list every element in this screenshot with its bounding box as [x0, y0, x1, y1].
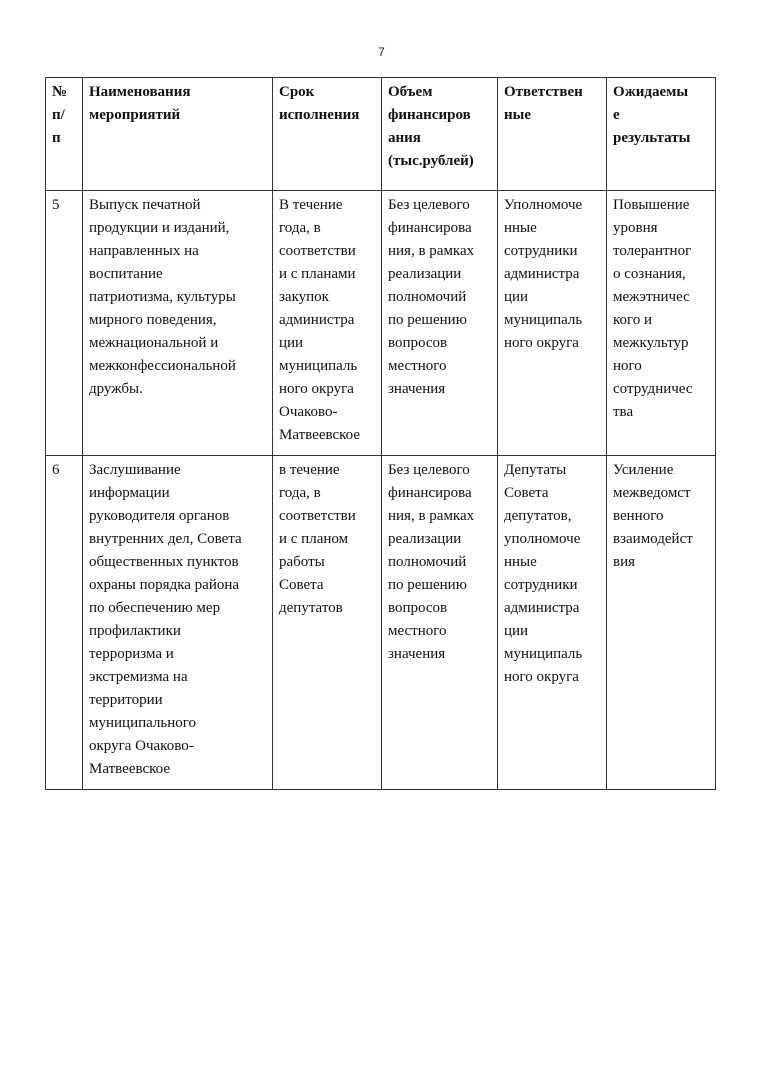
cell-responsible: Уполномоче нные сотрудники администра ции муниципаль ного округа — [498, 191, 607, 456]
table-row — [46, 456, 716, 790]
header-responsible: Ответствен ные — [498, 78, 607, 191]
cell-responsible: Депутаты Совета депутатов, уполномоче нные сотрудники администра ции муниципаль ного округа — [498, 456, 607, 790]
cell-financing: Без целевого финансирова ния, в рамках реализации полномочий по решению вопросов местного значения — [382, 456, 498, 790]
cell-results: Усиление межведомст венного взаимодейст вия — [607, 456, 716, 790]
header-results: Ожидаемы е результаты — [607, 78, 716, 191]
cell-term: В течение года, в соответстви и с планами закупок администра ции муниципаль ного округа Очаково- Матвеевское — [273, 191, 382, 456]
table-header — [46, 78, 716, 191]
cell-event-name: Выпуск печатной продукции и изданий, направленных на воспитание патриотизма, культуры мирного поведения, межнациональной и межконфессиональной дружбы. — [83, 191, 273, 456]
header-number: № п/ п — [46, 78, 83, 191]
cell-number: 5 — [46, 191, 83, 456]
table-row — [46, 191, 716, 456]
cell-term: в течение года, в соответстви и с планом работы Совета депутатов — [273, 456, 382, 790]
table-body — [46, 191, 716, 790]
header-term: Срок исполнения — [273, 78, 382, 191]
cell-event-name: Заслушивание информации руководителя органов внутренних дел, Совета общественных пунктов охраны порядка района по обеспечению мер профилактики терроризма и экстремизма на территории муниципального округа Очаково- Матвеевское — [83, 456, 273, 790]
events-plan-table — [45, 77, 716, 790]
header-event-name: Наименования мероприятий — [83, 78, 273, 191]
cell-results: Повышение уровня толерантног о сознания, межэтничес кого и межкультур ного сотрудничес тва — [607, 191, 716, 456]
cell-financing: Без целевого финансирова ния, в рамках реализации полномочий по решению вопросов местного значения — [382, 191, 498, 456]
header-row — [46, 78, 716, 191]
cell-number: 6 — [46, 456, 83, 790]
header-financing: Объем финансиров ания (тыс.рублей) — [382, 78, 498, 191]
page-number: 7 — [378, 45, 385, 59]
